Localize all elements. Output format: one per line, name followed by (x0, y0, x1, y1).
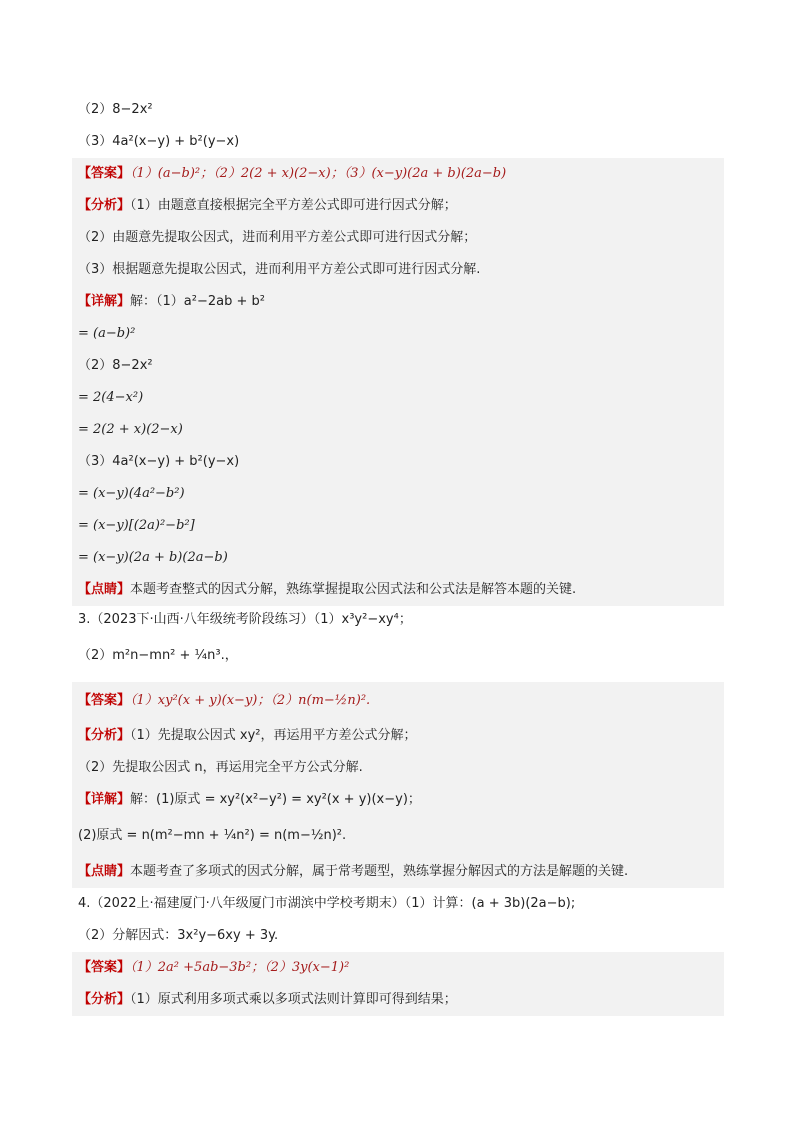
detail-line (72, 446, 724, 478)
analysis-line (72, 190, 724, 222)
analysis-text: （3）根据题意先提取公因式，进而利用平方差公式即可进行因式分解. (78, 262, 481, 277)
analysis-line (72, 984, 724, 1016)
detail-text: (2)原式 = n(m²−mn + ¼n²) = n(m−½n)². (78, 828, 347, 843)
question-text: （2）m²n−mn² + ¼n³.， (78, 648, 238, 663)
answer-text: （1）(a−b)²；（2）2(2 + x)(2−x)；（3）(x−y)(2a + b)(2a−b) (130, 166, 507, 181)
detail-text: （2）8−2x² (78, 358, 153, 373)
detail-text: = (a−b)² (78, 326, 136, 341)
question-4-heading (72, 888, 724, 920)
analysis-line (72, 222, 724, 254)
question-text: （2）分解因式：3x²y−6xy + 3y. (78, 928, 279, 943)
answer-line (72, 158, 724, 190)
answer-tag: 【答案】 (78, 166, 131, 181)
analysis-tag: 【分析】 (78, 198, 131, 213)
line-text: （3）4a²(x−y) + b²(y−x) (78, 134, 240, 149)
detail-line (72, 542, 724, 574)
question-3-heading (72, 604, 724, 636)
analysis-text: （1）原式利用多项式乘以多项式法则计算即可得到结果； (130, 992, 457, 1007)
analysis-text: （2）先提取公因式 n，再运用完全平方公式分解. (78, 760, 363, 775)
comment-line (72, 856, 724, 888)
analysis-text: （2）由题意先提取公因式，进而利用平方差公式即可进行因式分解； (78, 230, 477, 245)
question-2-part-2 (72, 94, 724, 126)
answer-line (72, 952, 724, 984)
detail-line (72, 350, 724, 382)
detail-text: （3）4a²(x−y) + b²(y−x) (78, 454, 240, 469)
detail-line (72, 382, 724, 414)
detail-text: = 2(2 + x)(2−x) (78, 422, 183, 437)
answer-line (72, 682, 724, 720)
detail-line (72, 414, 724, 446)
analysis-line (72, 752, 724, 784)
question-text: 4.（2022上·福建厦门·八年级厦门市湖滨中学校考期末）（1）计算：(a + 3b)(2a−b); (78, 896, 576, 911)
line-text: （2）8−2x² (78, 102, 153, 117)
detail-text: = 2(4−x²) (78, 390, 144, 405)
answer-text: （1）xy²(x + y)(x−y)；（2）n(m−½n)². (130, 693, 371, 708)
question-text: 3.（2023下·山西·八年级统考阶段练习）（1）x³y²−xy⁴； (78, 612, 412, 627)
detail-text: = (x−y)[(2a)²−b²] (78, 518, 195, 533)
detail-tag: 【详解】 (78, 294, 131, 309)
detail-text: 解：(1)原式 = xy²(x²−y²) = xy²(x + y)(x−y)； (130, 792, 421, 807)
answer-tag: 【答案】 (78, 960, 131, 975)
detail-text: = (x−y)(4a²−b²) (78, 486, 185, 501)
detail-line (72, 286, 724, 318)
analysis-tag: 【分析】 (78, 992, 131, 1007)
analysis-line (72, 254, 724, 286)
answer-tag: 【答案】 (78, 693, 131, 708)
comment-text: 本题考查整式的因式分解，熟练掌握提取公因式法和公式法是解答本题的关键. (130, 582, 577, 597)
detail-text: 解：（1）a²−2ab + b² (130, 294, 265, 309)
analysis-tag: 【分析】 (78, 728, 131, 743)
analysis-text: （1）由题意直接根据完全平方差公式即可进行因式分解； (130, 198, 457, 213)
comment-text: 本题考查了多项式的因式分解，属于常考题型，熟练掌握分解因式的方法是解题的关键. (130, 864, 629, 879)
question-3-part-2 (72, 640, 724, 672)
detail-line (72, 816, 724, 856)
analysis-line (72, 720, 724, 752)
detail-line (72, 784, 724, 816)
detail-line (72, 510, 724, 542)
question-2-part-3 (72, 126, 724, 158)
detail-tag: 【详解】 (78, 792, 131, 807)
comment-tag: 【点睛】 (78, 864, 131, 879)
question-4-part-2 (72, 920, 724, 952)
answer-text: （1）2a² +5ab−3b²；（2）3y(x−1)² (130, 960, 350, 975)
comment-line (72, 574, 724, 606)
comment-tag: 【点睛】 (78, 582, 131, 597)
detail-line (72, 478, 724, 510)
detail-text: = (x−y)(2a + b)(2a−b) (78, 550, 228, 565)
detail-line (72, 318, 724, 350)
analysis-text: （1）先提取公因式 xy²，再运用平方差公式分解； (130, 728, 417, 743)
